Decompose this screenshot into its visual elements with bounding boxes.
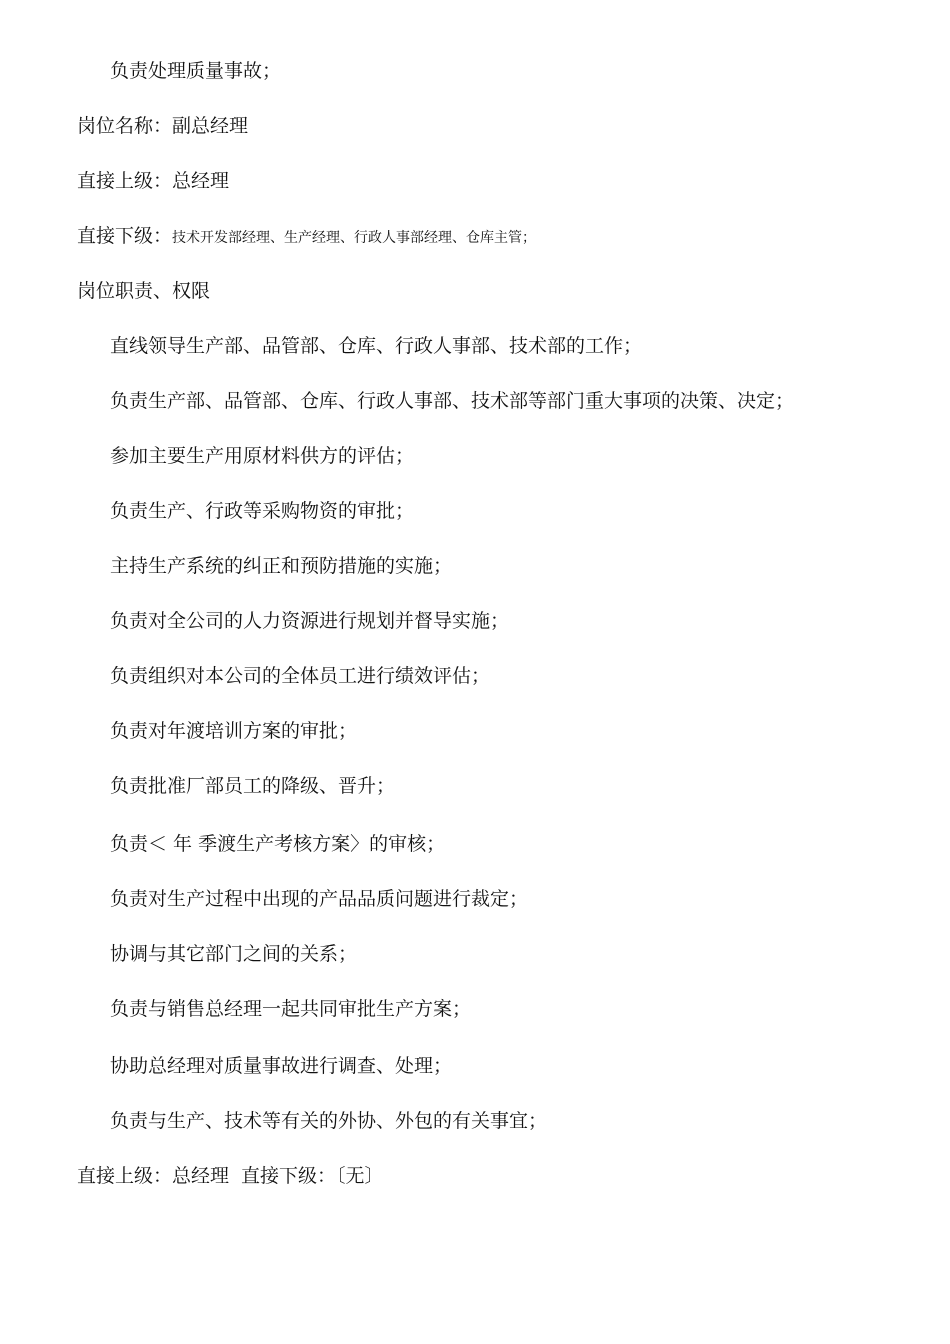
footer-subordinate-value: 〔无〕 — [336, 1165, 384, 1187]
duty-item: 负责与销售总经理一起共同审批生产方案； — [110, 998, 472, 1020]
duty-item: 协助总经理对质量事故进行调查、处理； — [110, 1055, 453, 1077]
top-duty-line: 负责处理质量事故； — [110, 60, 282, 82]
duty-item: 负责对生产过程中出现的产品品质问题进行裁定； — [110, 888, 529, 910]
duty-item: 直线领导生产部、品管部、仓库、行政人事部、技术部的工作； — [110, 335, 643, 357]
duty-item: 主持生产系统的纠正和预防措施的实施； — [110, 555, 453, 577]
subordinate-label: 直接下级： — [77, 225, 173, 247]
duties-heading: 岗位职责、权限 — [77, 280, 211, 302]
duty-item: 协调与其它部门之间的关系； — [110, 943, 358, 965]
duty-item: 负责与生产、技术等有关的外协、外包的有关事宜； — [110, 1110, 548, 1132]
duty-item: 负责组织对本公司的全体员工进行绩效评估； — [110, 665, 491, 687]
footer-subordinate-label: 直接下级： — [241, 1165, 337, 1187]
direct-superior-line — [77, 168, 229, 194]
direct-subordinate-line — [77, 223, 536, 251]
duty-item: 负责对年渡培训方案的审批； — [110, 720, 358, 742]
superior-value: 总经理 — [172, 170, 230, 192]
duty-item: 负责生产、行政等采购物资的审批； — [110, 500, 415, 522]
position-name-line — [77, 113, 248, 139]
subordinate-value: 技术开发部经理、生产经理、行政人事部经理、仓库主管； — [172, 230, 537, 246]
position-label: 岗位名称： — [77, 115, 173, 137]
duty-item: 负责＜ 年 季渡生产考核方案〉的审核； — [110, 833, 446, 855]
footer-reporting-line — [77, 1163, 384, 1189]
position-value: 副总经理 — [172, 115, 249, 137]
superior-label: 直接上级： — [77, 170, 173, 192]
footer-superior-value: 总经理 — [172, 1165, 230, 1187]
duty-item: 负责生产部、品管部、仓库、行政人事部、技术部等部门重大事项的决策、决定； — [110, 390, 795, 412]
duty-item: 负责对全公司的人力资源进行规划并督导实施； — [110, 610, 510, 632]
duty-item: 负责批准厂部员工的降级、晋升； — [110, 775, 396, 797]
footer-superior-label: 直接上级： — [77, 1165, 173, 1187]
duty-item: 参加主要生产用原材料供方的评估； — [110, 445, 415, 467]
